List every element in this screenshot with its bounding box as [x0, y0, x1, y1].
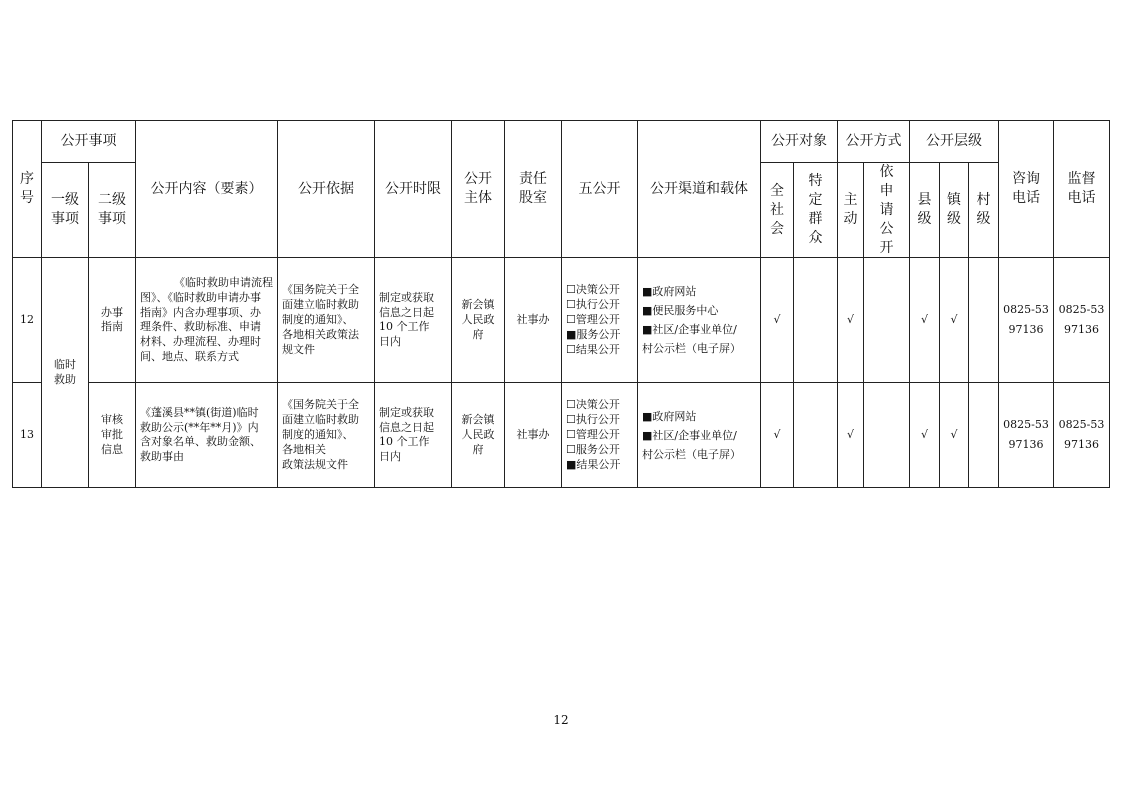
row-target-all: √	[761, 258, 794, 383]
row-level-town: √	[940, 383, 969, 488]
row-supervise: 0825-53 97136	[1054, 258, 1110, 383]
header-five: 五公开	[562, 121, 638, 258]
header-method-active: 主动	[838, 163, 864, 258]
row-channel: ■政府网站 ■社区/企事业单位/ 村公示栏（电子屏）	[638, 383, 761, 488]
row-content: 《临时救助申请流程 图》、《临时救助申请办事 指南》内含办理事项、办 理条件、救助标准、申请 材料、办理流程、办理时 间、地点、联系方式	[136, 258, 278, 383]
row-level2: 办事 指南	[89, 258, 136, 383]
table-row	[13, 258, 1110, 383]
header-supervise: 监督电话	[1054, 121, 1110, 258]
row-target-specific	[794, 383, 838, 488]
row-subject: 新会镇 人民政 府	[452, 383, 505, 488]
header-level: 公开层级	[910, 121, 999, 163]
row-consult: 0825-53 97136	[999, 383, 1054, 488]
header-time: 公开时限	[375, 121, 452, 258]
row-office: 社事办	[505, 383, 562, 488]
row-basis: 《国务院关于全 面建立临时救助 制度的通知》、 各地相关 政策法规文件	[278, 383, 375, 488]
header-office: 责任股室	[505, 121, 562, 258]
row-consult: 0825-53 97136	[999, 258, 1054, 383]
row-five: ☐决策公开 ☐执行公开 ☐管理公开 ■服务公开 ☐结果公开	[562, 258, 638, 383]
header-matter: 公开事项	[42, 121, 136, 163]
header-content: 公开内容（要素）	[136, 121, 278, 258]
row-method-active: √	[838, 258, 864, 383]
header-method: 公开方式	[838, 121, 910, 163]
row-target-specific	[794, 258, 838, 383]
row-level-town: √	[940, 258, 969, 383]
row-time: 制定或获取 信息之日起 10 个工作 日内	[375, 383, 452, 488]
header-level1: 一级事项	[42, 163, 89, 258]
row-subject: 新会镇 人民政 府	[452, 258, 505, 383]
row-level-village	[969, 383, 999, 488]
row-method-active: √	[838, 383, 864, 488]
row-method-apply	[864, 383, 910, 488]
row-five: ☐决策公开 ☐执行公开 ☐管理公开 ☐服务公开 ■结果公开	[562, 383, 638, 488]
page-number: 12	[553, 713, 569, 727]
table-row	[13, 383, 1110, 488]
row-level-county: √	[910, 258, 940, 383]
header-subject: 公开主体	[452, 121, 505, 258]
row-method-apply	[864, 258, 910, 383]
row-level2: 审核 审批 信息	[89, 383, 136, 488]
row-office: 社事办	[505, 258, 562, 383]
group-label: 临时救助	[42, 258, 89, 488]
header-method-apply: 依申请公开	[864, 163, 910, 258]
row-level-county: √	[910, 383, 940, 488]
header-channel: 公开渠道和载体	[638, 121, 761, 258]
row-content: 《蓬溪县**镇(街道)临时 救助公示(**年**月)》内 含对象名单、救助金额、 救助事由	[136, 383, 278, 488]
row-supervise: 0825-53 97136	[1054, 383, 1110, 488]
row-channel: ■政府网站 ■便民服务中心 ■社区/企事业单位/ 村公示栏（电子屏）	[638, 258, 761, 383]
disclosure-table	[12, 120, 1110, 488]
row-seq: 13	[13, 383, 42, 488]
header-basis: 公开依据	[278, 121, 375, 258]
row-time: 制定或获取 信息之日起 10 个工作 日内	[375, 258, 452, 383]
row-target-all: √	[761, 383, 794, 488]
row-basis: 《国务院关于全 面建立临时救助 制度的通知》、 各地相关政策法 规文件	[278, 258, 375, 383]
header-level2: 二级事项	[89, 163, 136, 258]
header-target-all: 全社会	[761, 163, 794, 258]
header-target: 公开对象	[761, 121, 838, 163]
header-seq: 序号	[13, 121, 42, 258]
header-row-1	[13, 121, 1110, 163]
row-seq: 12	[13, 258, 42, 383]
header-level-village: 村级	[969, 163, 999, 258]
header-target-specific: 特定群众	[794, 163, 838, 258]
row-level-village	[969, 258, 999, 383]
header-level-town: 镇级	[940, 163, 969, 258]
header-level-county: 县级	[910, 163, 940, 258]
header-consult: 咨询电话	[999, 121, 1054, 258]
